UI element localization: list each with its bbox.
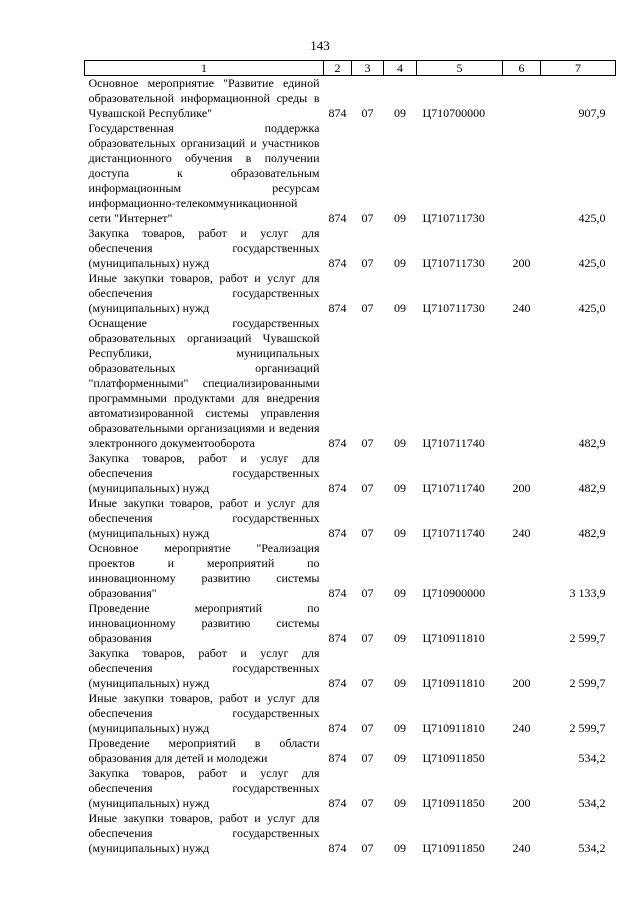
column-header-1: 1: [85, 61, 324, 76]
cell-expense-type: 200: [512, 676, 531, 690]
cell-subsection: 09: [394, 796, 406, 810]
cell-section: 07: [361, 721, 374, 735]
table-row: [85, 811, 616, 856]
cell-expense-type: 240: [512, 526, 531, 540]
row-description: Иные закупки товаров, работ и услуг для обеспечения государственных (муниципальных) нужд: [88, 496, 320, 540]
row-description: Закупка товаров, работ и услуг для обеспечения государственных (муниципальных) нужд: [88, 451, 320, 495]
table-row: [85, 601, 616, 646]
cell-amount: 425,0: [578, 211, 606, 225]
cell-ministry-code: 874: [328, 106, 347, 120]
cell-target-article: Ц710711740: [422, 526, 485, 540]
cell-subsection: 09: [394, 841, 406, 855]
row-description: Проведение мероприятий в области образования для детей и молодежи: [88, 736, 320, 765]
table-row: [85, 121, 616, 226]
cell-target-article: Ц710911810: [422, 721, 485, 735]
cell-subsection: 09: [394, 676, 406, 690]
row-description: Закупка товаров, работ и услуг для обеспечения государственных (муниципальных) нужд: [88, 766, 320, 810]
cell-amount: 425,0: [578, 301, 606, 315]
cell-section: 07: [361, 106, 374, 120]
table-row: [85, 226, 616, 271]
row-description: Иные закупки товаров, работ и услуг для обеспечения государственных (муниципальных) нужд: [88, 271, 320, 315]
page-number: 143: [310, 38, 330, 53]
cell-subsection: 09: [394, 631, 406, 645]
cell-target-article: Ц710911850: [422, 751, 485, 765]
cell-ministry-code: 874: [328, 256, 347, 270]
cell-subsection: 09: [394, 106, 406, 120]
column-header-5: 5: [417, 61, 503, 76]
cell-section: 07: [361, 256, 374, 270]
cell-amount: 2 599,7: [569, 676, 606, 690]
row-description: Основное мероприятие "Развитие единой образовательной информационной среды в Чувашской Республике": [88, 76, 320, 120]
cell-section: 07: [361, 796, 374, 810]
cell-target-article: Ц710911850: [422, 796, 485, 810]
row-description: Государственная поддержка образовательных организаций и участников дистанционного обучения в получении доступа к образовательным информационным ресурсам информационно-телекоммуникационной сети "Интернет": [88, 121, 320, 225]
cell-amount: 2 599,7: [569, 631, 606, 645]
cell-amount: 2 599,7: [569, 721, 606, 735]
cell-target-article: Ц710911810: [422, 676, 485, 690]
cell-expense-type: [503, 601, 541, 646]
cell-ministry-code: 874: [328, 841, 347, 855]
cell-subsection: 09: [394, 751, 406, 765]
cell-target-article: Ц710911810: [422, 631, 485, 645]
cell-ministry-code: 874: [328, 721, 347, 735]
table-row: [85, 316, 616, 451]
cell-target-article: Ц710711730: [422, 211, 485, 225]
cell-subsection: 09: [394, 211, 406, 225]
cell-ministry-code: 874: [328, 481, 347, 495]
cell-expense-type: [503, 541, 541, 601]
cell-section: 07: [361, 481, 374, 495]
cell-subsection: 09: [394, 301, 406, 315]
cell-section: 07: [361, 631, 374, 645]
cell-section: 07: [361, 526, 374, 540]
row-description: Оснащение государственных образовательных организаций Чувашской Республики, муниципальных образовательных организаций "платформенными" специализированными программными продуктами для внедрения автоматизированной системы управления образовательными организациями и ведения электронного документооборота: [88, 316, 320, 450]
column-header-2: 2: [324, 61, 352, 76]
cell-ministry-code: 874: [328, 211, 347, 225]
cell-ministry-code: 874: [328, 526, 347, 540]
cell-target-article: Ц710700000: [422, 106, 486, 120]
row-description: Основное мероприятие "Реализация проектов и мероприятий по инновационному развитию системы образования": [88, 541, 320, 600]
column-header-3: 3: [352, 61, 384, 76]
cell-ministry-code: 874: [328, 436, 347, 450]
cell-section: 07: [361, 751, 374, 765]
table-row: [85, 76, 616, 122]
row-description: Закупка товаров, работ и услуг для обеспечения государственных (муниципальных) нужд: [88, 226, 320, 270]
cell-ministry-code: 874: [328, 301, 347, 315]
table-row: [85, 766, 616, 811]
row-description: Проведение мероприятий по инновационному развитию системы образования: [88, 601, 320, 645]
table-row: [85, 646, 616, 691]
table-row: [85, 496, 616, 541]
cell-amount: 482,9: [578, 526, 606, 540]
cell-ministry-code: 874: [328, 796, 347, 810]
cell-expense-type: [503, 76, 541, 122]
cell-expense-type: [503, 316, 541, 451]
cell-section: 07: [361, 211, 374, 225]
cell-expense-type: 200: [512, 796, 531, 810]
row-description: Закупка товаров, работ и услуг для обеспечения государственных (муниципальных) нужд: [88, 646, 320, 690]
cell-amount: 534,2: [578, 751, 606, 765]
cell-expense-type: 240: [512, 301, 531, 315]
cell-expense-type: [503, 121, 541, 226]
cell-ministry-code: 874: [328, 676, 347, 690]
cell-expense-type: 240: [512, 841, 531, 855]
cell-ministry-code: 874: [328, 631, 347, 645]
cell-section: 07: [361, 436, 374, 450]
cell-subsection: 09: [394, 481, 406, 495]
table-row: [85, 451, 616, 496]
cell-section: 07: [361, 586, 374, 600]
cell-expense-type: [503, 736, 541, 766]
header-row: [85, 61, 616, 76]
column-header-6: 6: [503, 61, 541, 76]
cell-target-article: Ц710711740: [422, 481, 485, 495]
cell-subsection: 09: [394, 586, 406, 600]
cell-subsection: 09: [394, 436, 406, 450]
cell-target-article: Ц710900000: [422, 586, 486, 600]
table-row: [85, 736, 616, 766]
cell-section: 07: [361, 301, 374, 315]
table-row: [85, 691, 616, 736]
cell-ministry-code: 874: [328, 751, 347, 765]
cell-expense-type: 240: [512, 721, 531, 735]
table-row: [85, 271, 616, 316]
budget-table: [84, 60, 616, 856]
cell-target-article: Ц710711740: [422, 436, 485, 450]
cell-amount: 534,2: [578, 796, 606, 810]
row-description: Иные закупки товаров, работ и услуг для обеспечения государственных (муниципальных) нужд: [88, 811, 320, 855]
cell-target-article: Ц710711730: [422, 301, 485, 315]
cell-section: 07: [361, 841, 374, 855]
cell-amount: 482,9: [578, 481, 606, 495]
cell-amount: 425,0: [578, 256, 606, 270]
column-header-4: 4: [384, 61, 417, 76]
column-header-7: 7: [541, 61, 616, 76]
table-row: [85, 541, 616, 601]
cell-expense-type: 200: [512, 481, 531, 495]
cell-amount: 3 133,9: [569, 586, 606, 600]
table-body: [85, 76, 616, 857]
cell-section: 07: [361, 676, 374, 690]
cell-ministry-code: 874: [328, 586, 347, 600]
cell-amount: 907,9: [578, 106, 606, 120]
cell-subsection: 09: [394, 256, 406, 270]
cell-expense-type: 200: [512, 256, 531, 270]
cell-subsection: 09: [394, 526, 406, 540]
cell-subsection: 09: [394, 721, 406, 735]
cell-amount: 482,9: [578, 436, 606, 450]
cell-amount: 534,2: [578, 841, 606, 855]
cell-target-article: Ц710711730: [422, 256, 485, 270]
row-description: Иные закупки товаров, работ и услуг для обеспечения государственных (муниципальных) нужд: [88, 691, 320, 735]
cell-target-article: Ц710911850: [422, 841, 485, 855]
